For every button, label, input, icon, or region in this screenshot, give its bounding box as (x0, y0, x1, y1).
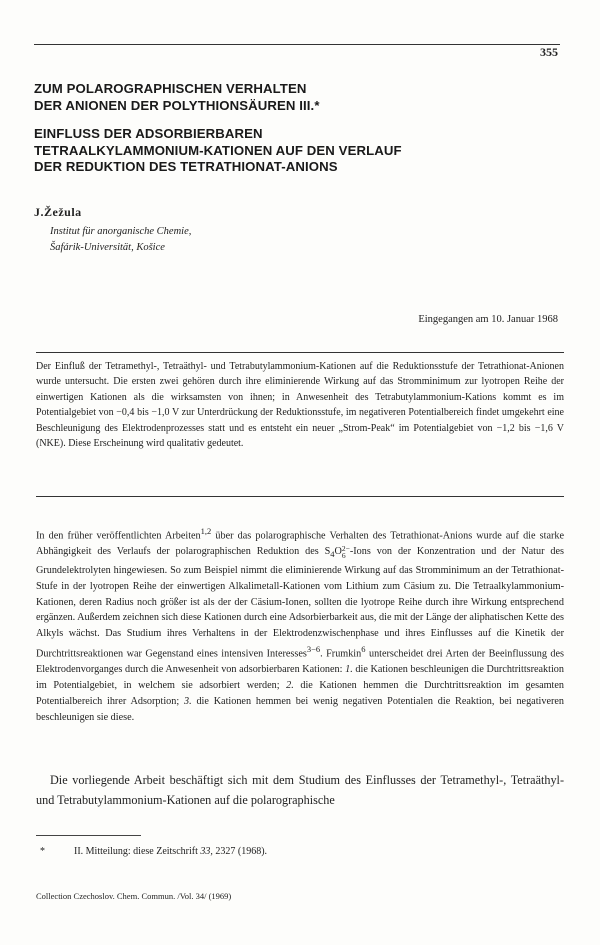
footnote-mark: * (40, 846, 45, 857)
footnote-text: 2327 (1968). (212, 846, 268, 857)
abstract: Der Einfluß der Tetramethyl-, Tetraäthyl- und Tetrabutylammonium-Kationen auf die Reduktionsstufe der Tetrathionat-Anionen wurde untersucht. Die ersten zwei gehören durch ihre eliminierende Wirkung auf das Stromminimum zur lyotropen Reihe der einwertigen Kationen als die wirksamsten von ihnen; in Anwesenheit des Tetrabutylammonium-Kations kommt es im Potentialgebiet von −0,4 bis −1,0 V zur Unterdrückung der Reduktionsstufe, im negativeren Potentialbereich findet umgekehrt eine Beschleunigung des Elektrodenprozesses statt und es entsteht ein neuer „Strom-Peak“ im Potentialgebiet von −1,2 bis −1,6 V (NKE). Diese Erscheinung wird qualitativ gedeutet. (36, 361, 564, 450)
page-number: 355 (540, 45, 558, 59)
list-number: 2. (286, 679, 294, 691)
author-name: J.Žežula (34, 205, 82, 219)
title-line: DER ANIONEN DER POLYTHIONSÄUREN III.* (34, 97, 320, 113)
body-text: die Kationen hemmen bei wenig negativen Potentialen die Reaktion, bei negativeren beschleunigen sie diese. (36, 695, 564, 723)
citation-ref: 6 (361, 644, 366, 654)
subscript: 6 (341, 550, 346, 560)
abstract-top-rule (36, 352, 564, 353)
body-text: unterscheidet drei Arten der Beeinflussung des Elektrodenvorganges durch die Anwesenheit von adsorbierbaren Kationen: (36, 648, 564, 676)
subtitle-line: DER REDUKTION DES TETRATHIONAT-ANIONS (34, 159, 338, 174)
subtitle-line: EINFLUSS DER ADSORBIERBAREN (34, 126, 263, 141)
body-paragraph-2: Die vorliegende Arbeit beschäftigt sich mit dem Studium des Einflusses der Tetramethyl-, Tetraäthyl- und Tetrabutylammonium-Kationen auf die polarographische (36, 773, 564, 807)
author-affiliation (50, 224, 191, 255)
body-text: über das polarographische Verhalten des Tetrathionat-Anions wurde auf die starke Abhängigkeit des Verlaufs der polarographischen Reduktion des S (36, 530, 564, 558)
subscript: 4 (330, 549, 335, 560)
citation-ref: 1,2 (200, 526, 212, 536)
affiliation-line: Šafárik-Universität, Košice (50, 241, 165, 253)
sub-sup-group (342, 545, 350, 559)
article-subtitle (34, 126, 574, 176)
list-number: 3. (183, 695, 192, 707)
body-text: In den früher veröffentlichten Arbeiten (36, 530, 201, 542)
footnote-text: II. Mitteilung: diese Zeitschrift (74, 846, 201, 857)
body-text: -Ions von der Konzentration und der Natur des Grundelektrolyten hingewiesen. So zum Beispiel nimmt die eliminierende Wirkung auf das Stromminimum an der Tetrathionat-Stufe in der lyotropen Reihe der einwertigen Alkalimetall-Kationen vom Lithium zum Cäsium zu. Die Tetraalkylammonium-Kationen, deren Radius noch größer ist als der der Cäsium-Ionen, sollten die lyotrope Reihe durch ihre Wirkung entsprechend ergänzen. Außerdem zeichnen sich diese Kationen durch eine Adsorbierbarkeit aus, die mit der Länge der aliphatischen Kette des Alkyls wächst. Das Studium ihres Verhaltens in der Elektrodenzwischenphase und ihres Einflusses auf die Kinetik der Durchtrittsreaktionen war Gegenstand eines intensiven Interesses (36, 546, 564, 660)
body-paragraph-1 (36, 524, 564, 725)
footnote (40, 846, 267, 857)
affiliation-line: Institut für anorganische Chemie, (50, 226, 192, 237)
journal-citation: Collection Czechoslov. Chem. Commun. /Vol. 34/ (1969) (36, 891, 232, 901)
superscript: 2− (341, 543, 350, 553)
list-number: 1. (345, 664, 353, 676)
abstract-bottom-rule (36, 496, 564, 497)
title-line: ZUM POLAROGRAPHISCHEN VERHALTEN (34, 81, 307, 96)
body-text: die Kationen beschleunigen die Durchtrittsreaktion im Potentialgebiet, in welchem sie adsorbiert werden; (36, 664, 564, 691)
footnote-rule (36, 835, 141, 836)
received-date: Eingegangen am 10. Januar 1968 (418, 314, 558, 325)
body-text: O (334, 546, 342, 558)
header-rule (34, 44, 560, 45)
body-text: die Kationen hemmen die Durchtrittsreaktion im gesamten Potentialbereich ihrer Adsorption; (36, 679, 564, 707)
subtitle-line: TETRAALKYLAMMONIUM-KATIONEN AUF DEN VERLAUF (34, 142, 402, 158)
citation-ref: 3−6 (306, 644, 321, 654)
body-text: . Frumkin (320, 648, 362, 660)
footnote-volume: 33, (200, 846, 213, 857)
article-title (34, 81, 574, 114)
